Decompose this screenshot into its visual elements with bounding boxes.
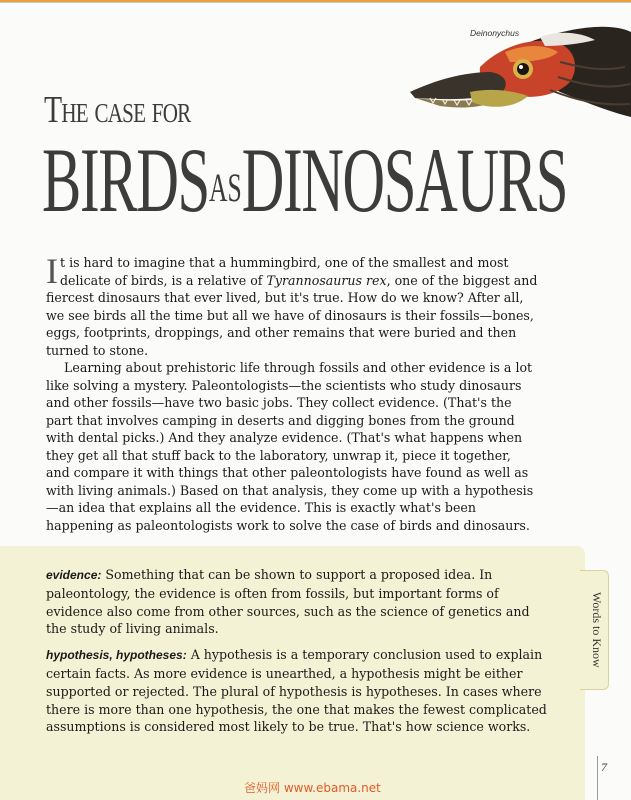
watermark: 爸妈网 www.ebama.net <box>244 781 381 795</box>
deinonychus-head-illustration <box>410 22 631 132</box>
glossary-entry-hypothesis <box>46 646 552 736</box>
illustration-caption: Deinonychus <box>470 28 520 38</box>
title-word-dinosaurs: DINOSAURS <box>241 129 568 231</box>
top-divider <box>0 2 631 3</box>
glossary-term: hypothesis, hypotheses: <box>46 648 187 663</box>
glossary-definition: Something that can be shown to support a proposed idea. In paleontology, the evidence is often from fossils, but important forms of evidence also come from other sources, such as the science of genetics and the study of living animals. <box>46 567 530 637</box>
words-to-know-tab-label: Words to Know <box>590 592 604 668</box>
species-name: Tyrannosaurus rex <box>266 272 387 288</box>
title-word-birds: BIRDS <box>42 129 210 231</box>
page-number: 7 <box>601 760 607 774</box>
title-line-2 <box>42 129 568 231</box>
glossary <box>46 566 552 744</box>
paragraph-2: Learning about prehistoric life through fossils and other evidence is a lot like solving a mystery. Paleontologists—the scientists who study dinosaurs and other fossils—have two basic jobs. They collect evidence. (That's the part that involves camping in deserts and digging bones from the ground with dental picks.) And they analyze evidence. (That's what happens when they get all that stuff back to the laboratory, unwrap it, piece it together, and compare it with things that other paleontologists have found as well as with living animals.) Based on that analysis, they come up with a hypothesis—an idea that explains all the evidence. This is exactly what's been happening as paleontologists work to solve the case of birds and dinosaurs. <box>46 360 534 533</box>
title-word-as: AS <box>209 165 242 210</box>
title-line-1: The case for <box>44 89 191 131</box>
glossary-entry-evidence <box>46 566 552 638</box>
drop-cap: I <box>46 251 58 291</box>
glossary-definition: A hypothesis is a temporary conclusion used to explain certain facts. As more evidence is unearthed, a hypothesis might be either supported or rejected. The plural of hypothesis is hypotheses. In cases where there is more than one hypothesis, the one that makes the fewest complicated assumptions is considered most likely to be true. That's how science works. <box>46 647 547 735</box>
glossary-term: evidence: <box>46 568 102 582</box>
paragraph-1: It is hard to imagine that a hummingbird, one of the smallest and most delicate of birds, is a relative of Tyrannosaurus rex, one of the biggest and fiercest dinosaurs that ever lived, but it's true. How do we know? After all, we see birds all the time but all we have of dinosaurs is their fossils—bones, eggs, footprints, droppings, and other remains that were buried and then turned to stone. <box>46 251 538 358</box>
page-number-divider <box>597 756 598 800</box>
article-body <box>46 251 538 534</box>
